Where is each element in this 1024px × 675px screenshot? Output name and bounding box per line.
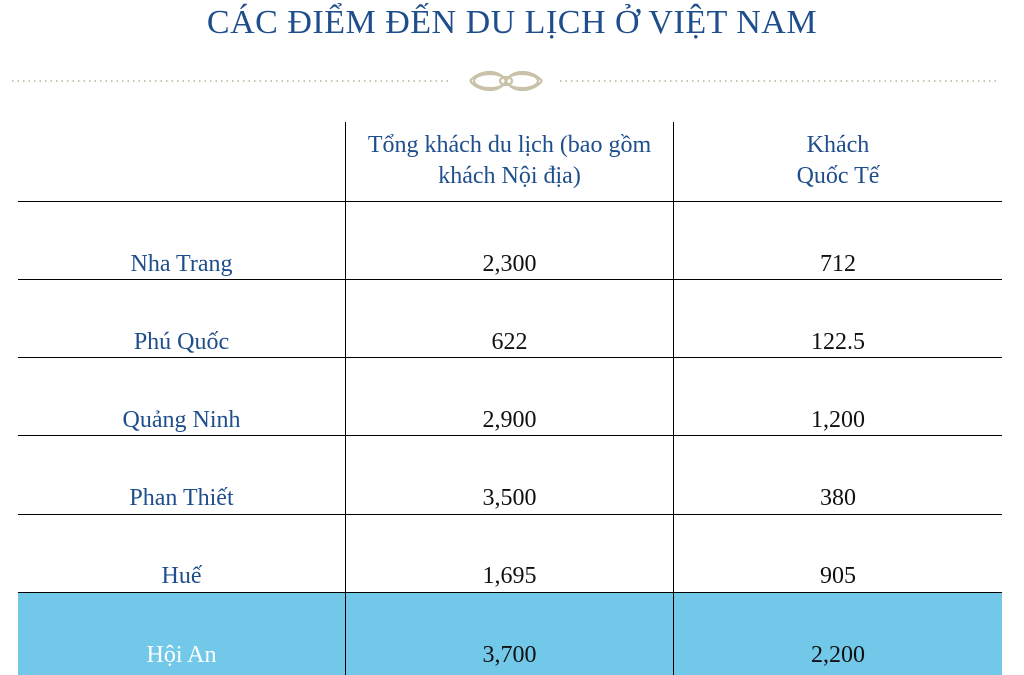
header-total-line2: khách Nội địa) bbox=[438, 163, 581, 189]
international-visitors-value: 2,200 bbox=[811, 642, 865, 668]
destination-name: Quảng Ninh bbox=[122, 407, 241, 433]
destination-name: Phú Quốc bbox=[133, 329, 230, 355]
row-separator bbox=[18, 357, 1002, 358]
destination-name: Phan Thiết bbox=[129, 485, 234, 511]
destinations-table bbox=[18, 122, 1002, 675]
ornamental-divider bbox=[12, 66, 1000, 96]
destination-name: Huế bbox=[161, 563, 202, 589]
total-visitors-value: 1,695 bbox=[482, 563, 537, 589]
total-visitors-value: 3,700 bbox=[482, 642, 537, 668]
row-separator bbox=[18, 435, 1002, 436]
international-visitors-value: 122.5 bbox=[811, 329, 865, 355]
destination-name: Nha Trang bbox=[130, 251, 233, 277]
international-visitors-value: 712 bbox=[820, 251, 856, 277]
total-visitors-value: 2,300 bbox=[482, 251, 537, 277]
header-total-visitors bbox=[346, 130, 673, 192]
international-visitors-value: 1,200 bbox=[811, 407, 865, 433]
scroll-ornament-icon bbox=[470, 72, 542, 90]
total-visitors-value: 3,500 bbox=[482, 485, 537, 511]
total-visitors-value: 622 bbox=[491, 329, 528, 355]
destination-name: Hội An bbox=[146, 642, 217, 668]
row-separator bbox=[18, 514, 1002, 515]
header-international-visitors bbox=[674, 130, 1002, 192]
table-row-highlighted bbox=[18, 593, 1002, 675]
header-intl-line1: Khách bbox=[806, 132, 870, 158]
page-title: CÁC ĐIỂM ĐẾN DU LỊCH Ở VIỆT NAM bbox=[206, 4, 818, 41]
header-total-line1: Tổng khách du lịch (bao gồm bbox=[367, 132, 652, 158]
row-separator bbox=[18, 201, 1002, 202]
international-visitors-value: 380 bbox=[820, 485, 856, 511]
row-separator bbox=[18, 279, 1002, 280]
total-visitors-value: 2,900 bbox=[482, 407, 537, 433]
header-intl-line2: Quốc Tế bbox=[796, 163, 880, 189]
international-visitors-value: 905 bbox=[820, 563, 856, 589]
